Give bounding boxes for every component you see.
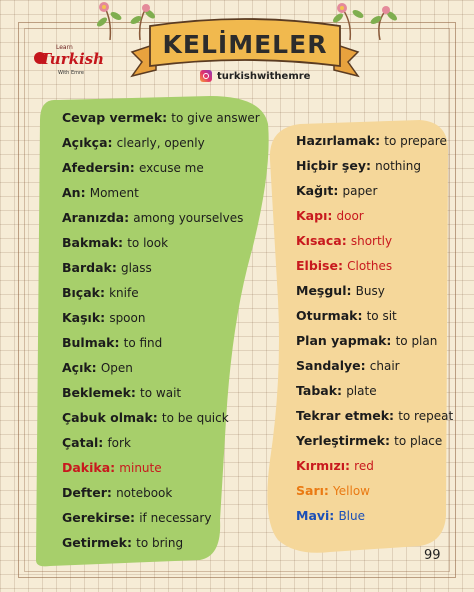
vocab-turkish: An:	[62, 185, 86, 200]
vocab-item	[296, 278, 453, 303]
vocab-english: red	[354, 459, 374, 473]
vocab-turkish: Hiçbir şey:	[296, 158, 371, 173]
vocab-item	[296, 503, 453, 528]
vocab-turkish: Yerleştirmek:	[296, 433, 390, 448]
vocab-item	[62, 230, 260, 255]
logo-learn-text: Learn	[56, 44, 73, 51]
vocab-turkish: Aranızda:	[62, 210, 130, 225]
vocab-turkish: Kısaca:	[296, 233, 347, 248]
vocab-english: to bring	[136, 536, 184, 550]
vocab-english: Yellow	[333, 484, 370, 498]
vocab-english: to look	[127, 236, 169, 250]
vocab-english: Clothes	[347, 259, 393, 273]
vocab-turkish: Beklemek:	[62, 385, 136, 400]
vocab-turkish: Bakmak:	[62, 235, 124, 250]
vocab-item	[296, 153, 453, 178]
vocab-item	[296, 203, 453, 228]
vocab-english: chair	[369, 359, 400, 373]
vocab-item	[62, 380, 260, 405]
vocab-item	[62, 280, 260, 305]
vocab-item	[296, 253, 453, 278]
vocab-item	[296, 403, 453, 428]
vocab-english: to be quick	[161, 411, 229, 425]
vocab-english: to sit	[366, 309, 397, 323]
vocab-turkish: Açık:	[62, 360, 97, 375]
vocab-english: if necessary	[139, 511, 212, 525]
vocab-item	[62, 105, 260, 130]
vocab-item	[62, 455, 260, 480]
left-vocab-list	[62, 105, 260, 555]
vocab-item	[296, 303, 453, 328]
vocab-turkish: Mavi:	[296, 508, 335, 523]
vocab-item	[62, 505, 260, 530]
vocab-english: Moment	[89, 186, 139, 200]
vocab-item	[296, 378, 453, 403]
vocab-english: fork	[107, 436, 131, 450]
vocab-item	[62, 305, 260, 330]
vocab-turkish: Bıçak:	[62, 285, 105, 300]
vocab-english: to place	[394, 434, 443, 448]
vocab-item	[62, 355, 260, 380]
vocab-item	[62, 405, 260, 430]
vocab-turkish: Meşgul:	[296, 283, 352, 298]
vocab-item	[296, 328, 453, 353]
logo-brand-text: Turkish	[40, 50, 105, 68]
vocab-item	[62, 155, 260, 180]
vocab-english: nothing	[375, 159, 421, 173]
vocab-turkish: Cevap vermek:	[62, 110, 168, 125]
vocab-item	[296, 453, 453, 478]
vocab-english: spoon	[109, 311, 146, 325]
page-title: KELİMELER	[162, 30, 328, 59]
vocab-item	[62, 180, 260, 205]
vocab-turkish: Getirmek:	[62, 535, 132, 550]
vocab-english: notebook	[116, 486, 173, 500]
vocab-english: excuse me	[138, 161, 204, 175]
vocab-english: among yourselves	[133, 211, 244, 225]
vocab-english: to find	[123, 336, 163, 350]
vocab-item	[62, 130, 260, 155]
vocab-item	[62, 330, 260, 355]
vocab-turkish: Çatal:	[62, 435, 104, 450]
logo-with-text: With Emre	[58, 70, 84, 76]
vocab-english: to repeat	[398, 409, 454, 423]
vocab-item	[296, 478, 453, 503]
vocab-english: glass	[120, 261, 152, 275]
vocab-english: knife	[109, 286, 139, 300]
vocab-turkish: Hazırlamak:	[296, 133, 381, 148]
vocab-turkish: Oturmak:	[296, 308, 363, 323]
vocab-turkish: Afedersin:	[62, 160, 135, 175]
vocab-turkish: Tekrar etmek:	[296, 408, 395, 423]
vocab-item	[296, 228, 453, 253]
page-number: 99	[424, 548, 441, 563]
vocab-english: Blue	[338, 509, 366, 523]
vocab-turkish: Plan yapmak:	[296, 333, 392, 348]
vocab-item	[296, 428, 453, 453]
right-vocab-list	[296, 128, 453, 528]
vocab-english: to prepare	[384, 134, 447, 148]
vocab-turkish: Bardak:	[62, 260, 117, 275]
vocab-english: to plan	[395, 334, 438, 348]
vocab-english: clearly, openly	[116, 136, 205, 150]
vocab-english: to give answer	[171, 111, 260, 125]
vocab-turkish: Kaşık:	[62, 310, 106, 325]
vocab-turkish: Tabak:	[296, 383, 343, 398]
vocab-item	[62, 480, 260, 505]
vocab-turkish: Çabuk olmak:	[62, 410, 158, 425]
vocab-item	[296, 178, 453, 203]
vocab-english: paper	[342, 184, 378, 198]
vocab-item	[296, 353, 453, 378]
vocab-english: door	[336, 209, 364, 223]
vocab-turkish: Dakika:	[62, 460, 116, 475]
vocab-english: Busy	[355, 284, 385, 298]
vocab-turkish: Kapı:	[296, 208, 333, 223]
instagram-handle: turkishwithemre	[217, 70, 311, 82]
vocab-turkish: Sandalye:	[296, 358, 366, 373]
vocab-item	[62, 430, 260, 455]
vocab-turkish: Kağıt:	[296, 183, 339, 198]
vocab-english: minute	[119, 461, 162, 475]
vocab-turkish: Gerekirse:	[62, 510, 136, 525]
vocab-turkish: Bulmak:	[62, 335, 120, 350]
vocab-english: Open	[100, 361, 133, 375]
vocab-turkish: Açıkça:	[62, 135, 113, 150]
vocab-item	[296, 128, 453, 153]
vocab-item	[62, 530, 260, 555]
vocab-item	[62, 205, 260, 230]
vocab-turkish: Elbise:	[296, 258, 343, 273]
vocab-turkish: Defter:	[62, 485, 112, 500]
vocab-turkish: Kırmızı:	[296, 458, 351, 473]
vocab-english: shortly	[350, 234, 393, 248]
vocab-english: to wait	[140, 386, 182, 400]
vocab-english: plate	[346, 384, 377, 398]
vocab-item	[62, 255, 260, 280]
vocab-turkish: Sarı:	[296, 483, 329, 498]
